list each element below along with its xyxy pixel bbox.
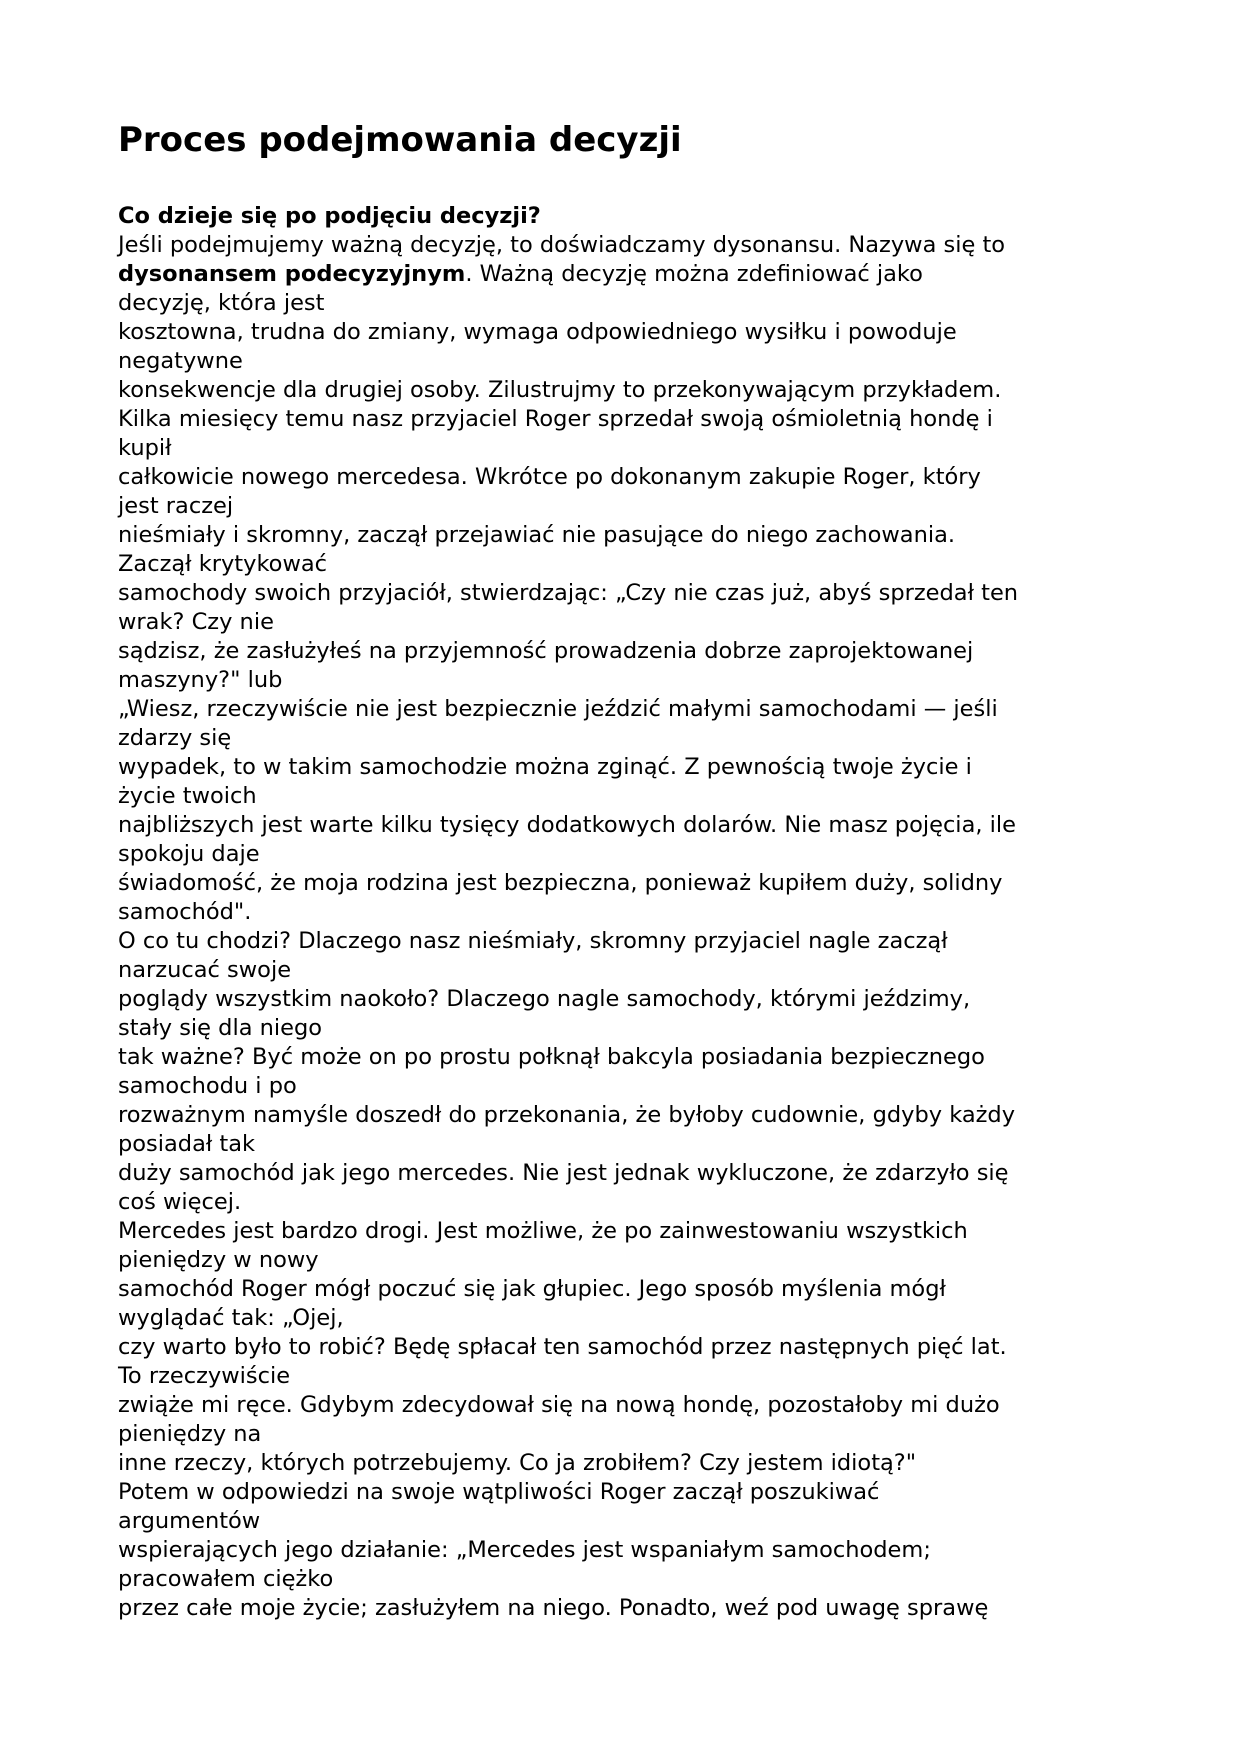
body-line: decyzję, która jest (118, 290, 325, 316)
body-line: całkowicie nowego mercedesa. Wkrótce po dokonanym zakupie Roger, który (118, 464, 981, 490)
body-line: wypadek, to w takim samochodzie można zginąć. Z pewnością twoje życie i (118, 754, 972, 780)
bold-term: dysonansem podecyzyjnym (118, 261, 466, 287)
body-line: wrak? Czy nie (118, 609, 274, 635)
body-line: Kilka miesięcy temu nasz przyjaciel Roger sprzedał swoją ośmioletnią hondę i (118, 406, 993, 432)
body-line: inne rzeczy, których potrzebujemy. Co ja zrobiłem? Czy jestem idiotą?" (118, 1450, 917, 1476)
body-line: zdarzy się (118, 725, 232, 751)
body-line: najbliższych jest warte kilku tysięcy dodatkowych dolarów. Nie masz pojęcia, ile (118, 812, 1017, 838)
body-line: posiadał tak (118, 1131, 256, 1157)
body-line: kosztowna, trudna do zmiany, wymaga odpowiedniego wysiłku i powoduje (118, 319, 957, 345)
body-text-run: . Ważną decyzję można zdefiniować jako (465, 261, 923, 287)
body-line: tak ważne? Być może on po prostu połknął bakcyla posiadania bezpiecznego (118, 1044, 985, 1070)
body-line: „Wiesz, rzeczywiście nie jest bezpiecznie jeździć małymi samochodami — jeśli (118, 696, 998, 722)
section-heading: Co dzieje się po podjęciu decyzji? (118, 203, 541, 229)
body-line: wyglądać tak: „Ojej, (118, 1305, 344, 1331)
body-line: samochody swoich przyjaciół, stwierdzając: „Czy nie czas już, abyś sprzedał ten (118, 580, 1019, 606)
document-title: Proces podejmowania decyzji (118, 120, 682, 160)
body-line: życie twoich (118, 783, 257, 809)
body-line: negatywne (118, 348, 243, 374)
body-line: sądzisz, że zasłużyłeś na przyjemność prowadzenia dobrze zaprojektowanej (118, 638, 974, 664)
body-line: samochodu i po (118, 1073, 297, 1099)
document-page (118, 118, 1128, 1623)
body-line: nieśmiały i skromny, zaczął przejawiać nie pasujące do niego zachowania. (118, 522, 956, 548)
body-line: zwiąże mi ręce. Gdybym zdecydował się na nową hondę, pozostałoby mi dużo (118, 1392, 1000, 1418)
body-line: przez całe moje życie; zasłużyłem na niego. Ponadto, weź pod uwagę sprawę (118, 1595, 989, 1621)
body-line: rozważnym namyśle doszedł do przekonania, że byłoby cudownie, gdyby każdy (118, 1102, 1016, 1128)
body-line: spokoju daje (118, 841, 260, 867)
body-line: pracowałem ciężko (118, 1566, 334, 1592)
body-line: jest raczej (118, 493, 234, 519)
body-line: samochód". (118, 899, 252, 925)
body-line: samochód Roger mógł poczuć się jak głupiec. Jego sposób myślenia mógł (118, 1276, 946, 1302)
body-line: narzucać swoje (118, 957, 292, 983)
body-line: duży samochód jak jego mercedes. Nie jest jednak wykluczone, że zdarzyło się (118, 1160, 1009, 1186)
body-line: Jeśli podejmujemy ważną decyzję, to doświadczamy dysonansu. Nazywa się to (118, 232, 1006, 258)
body-line: To rzeczywiście (118, 1363, 291, 1389)
body-line: stały się dla niego (118, 1015, 323, 1041)
body-line: pieniędzy w nowy (118, 1247, 319, 1273)
body-line: coś więcej. (118, 1189, 242, 1215)
body-line: pieniędzy na (118, 1421, 262, 1447)
body-line: czy warto było to robić? Będę spłacał ten samochód przez następnych pięć lat. (118, 1334, 1007, 1360)
body-line: O co tu chodzi? Dlaczego nasz nieśmiały, skromny przyjaciel nagle zaczął (118, 928, 948, 954)
body-line: świadomość, że moja rodzina jest bezpieczna, ponieważ kupiłem duży, solidny (118, 870, 1003, 896)
body-line: poglądy wszystkim naokoło? Dlaczego nagle samochody, którymi jeździmy, (118, 986, 971, 1012)
body-line: Mercedes jest bardzo drogi. Jest możliwe, że po zainwestowaniu wszystkich (118, 1218, 968, 1244)
body-line (118, 260, 1128, 289)
body-line: Zaczął krytykować (118, 551, 328, 577)
body-line: maszyny?" lub (118, 667, 283, 693)
body-line: Potem w odpowiedzi na swoje wątpliwości Roger zaczął poszukiwać (118, 1479, 880, 1505)
body-line: argumentów (118, 1508, 261, 1534)
body-line: konsekwencje dla drugiej osoby. Zilustrujmy to przekonywającym przykładem. (118, 377, 1002, 403)
body-text (118, 289, 1128, 1623)
body-line: kupił (118, 435, 172, 461)
body-line: wspierających jego działanie: „Mercedes jest wspaniałym samochodem; (118, 1537, 931, 1563)
